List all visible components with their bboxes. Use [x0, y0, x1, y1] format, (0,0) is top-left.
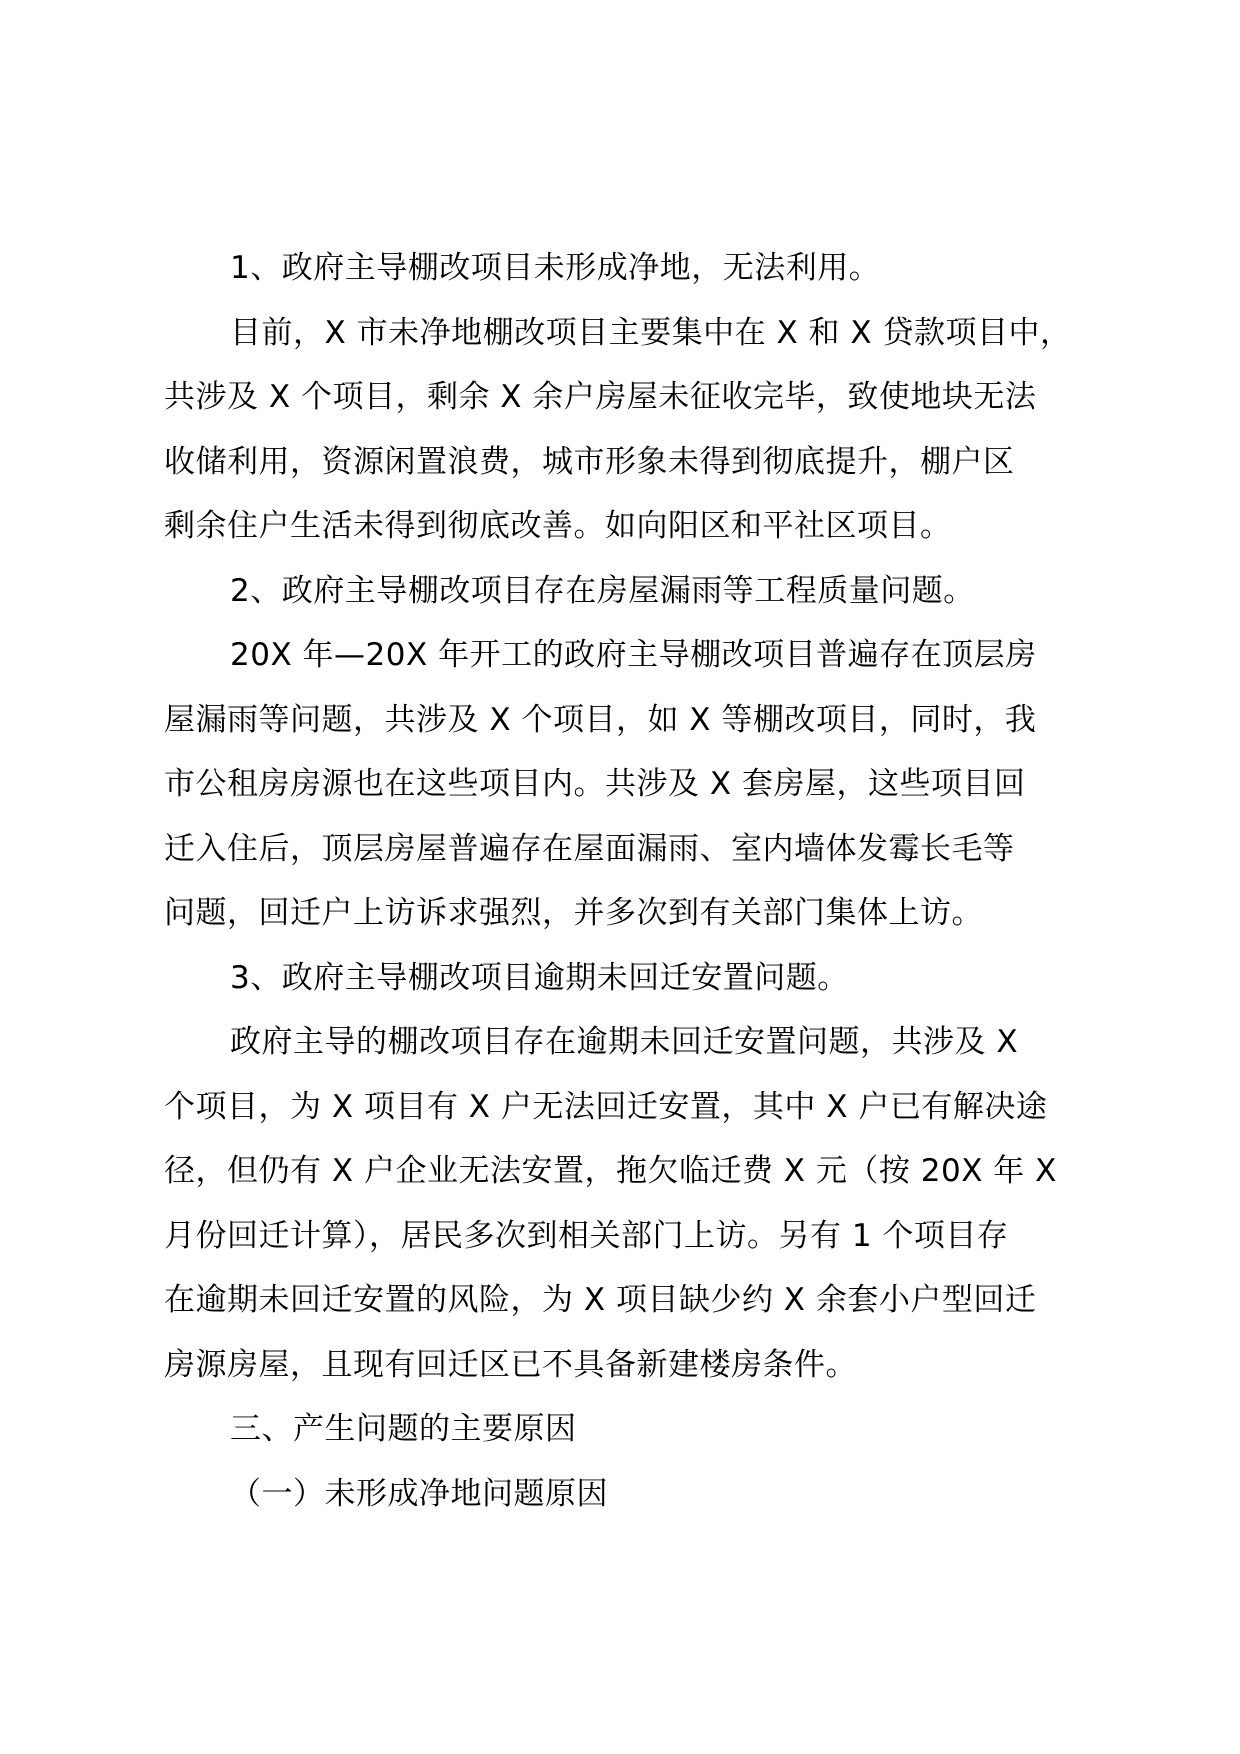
paragraph-line: 屋漏雨等问题，共涉及 X 个项目，如 X 等棚改项目，同时，我	[164, 701, 1037, 738]
paragraph-line: 迁入住后，顶层房屋普遍存在屋面漏雨、室内墙体发霉长毛等	[164, 830, 1015, 867]
paragraph-line: 在逾期未回迁安置的风险，为 X 项目缺少约 X 余套小户型回迁	[164, 1282, 1037, 1318]
paragraph-line: 房源房屋，且现有回迁区已不具备新建楼房条件。	[164, 1346, 857, 1383]
paragraph-line: 问题，回迁户上访诉求强烈，并多次到有关部门集体上访。	[164, 895, 983, 931]
paragraph-line: 个项目，为 X 项目有 X 户无法回迁安置，其中 X 户已有解决途	[164, 1088, 1048, 1125]
paragraph-line: 径，但仍有 X 户企业无法安置，拖欠临迁费 X 元（按 20X 年 X	[164, 1153, 1057, 1189]
paragraph-line: 月份回迁计算），居民多次到相关部门上访。另有 1 个项目存	[164, 1217, 1009, 1254]
paragraph-line: 市公租房房源也在这些项目内。共涉及 X 套房屋，这些项目回	[164, 766, 1026, 802]
paragraph-line: 共涉及 X 个项目，剩余 X 余户房屋未征收完毕，致使地块无法	[164, 379, 1037, 415]
paragraph-line: 目前，X 市未净地棚改项目主要集中在 X 和 X 贷款项目中，	[230, 314, 1072, 351]
subsection-heading: （一）未形成净地问题原因	[230, 1475, 608, 1512]
subheading-2: 2、政府主导棚改项目存在房屋漏雨等工程质量问题。	[230, 572, 975, 609]
paragraph-line: 政府主导的棚改项目存在逾期未回迁安置问题，共涉及 X	[230, 1024, 1019, 1060]
section-heading: 三、产生问题的主要原因	[230, 1411, 577, 1447]
paragraph-line: 20X 年—20X 年开工的政府主导棚改项目普遍存在顶层房	[230, 637, 1037, 673]
document-body	[164, 236, 1096, 1526]
subheading-3: 3、政府主导棚改项目逾期未回迁安置问题。	[230, 959, 849, 996]
subheading-1: 1、政府主导棚改项目未形成净地，无法利用。	[230, 250, 881, 286]
paragraph-line: 收储利用，资源闲置浪费，城市形象未得到彻底提升，棚户区	[164, 443, 1015, 480]
paragraph-line: 剩余住户生活未得到彻底改善。如向阳区和平社区项目。	[164, 508, 952, 544]
